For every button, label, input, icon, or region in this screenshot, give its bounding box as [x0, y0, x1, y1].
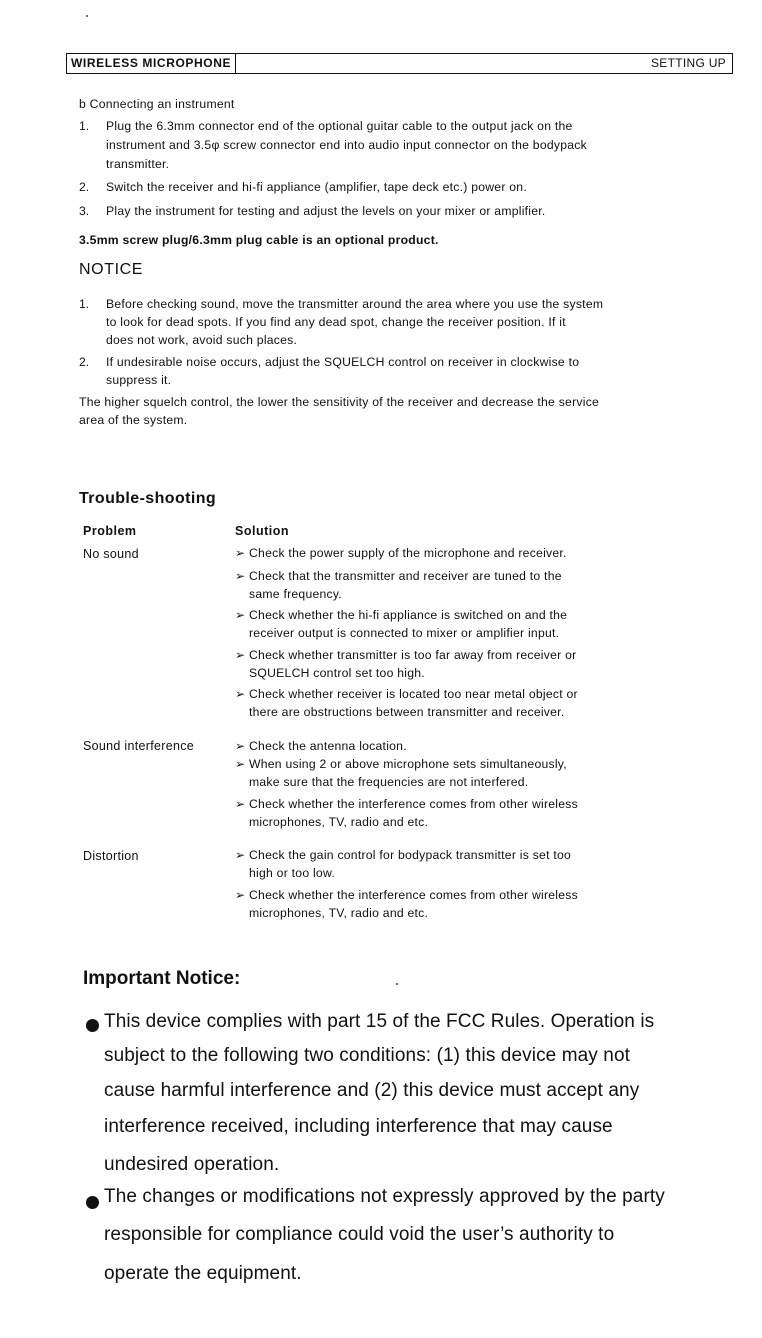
column-header-problem: Problem: [83, 524, 137, 538]
solution-text: high or too low.: [249, 865, 335, 880]
arrow-bullet-icon: ➢: [235, 687, 246, 701]
notice-2-line: suppress it.: [106, 373, 172, 387]
notice-title: NOTICE: [79, 261, 144, 278]
solution-item: [235, 756, 665, 791]
arrow-bullet-icon: ➢: [235, 608, 246, 622]
bullet-dot-icon: [86, 1196, 99, 1209]
solution-item: [235, 568, 665, 603]
step-number: 3.: [79, 204, 90, 218]
solution-text: SQUELCH control set too high.: [249, 665, 425, 680]
notice-1-line: to look for dead spots. If you find any dead spot, change the receiver position. If it: [106, 315, 566, 329]
notice-number: 1.: [79, 297, 90, 311]
arrow-bullet-icon: ➢: [235, 739, 246, 753]
header-title: WIRELESS MICROPHONE: [67, 54, 236, 73]
step-3-line: Play the instrument for testing and adjust the levels on your mixer or amplifier.: [106, 204, 546, 218]
solution-text: When using 2 or above microphone sets simultaneously,: [249, 757, 567, 771]
step-1-line: Plug the 6.3mm connector end of the optional guitar cable to the output jack on the: [106, 119, 573, 133]
fcc-line: This device complies with part 15 of the FCC Rules. Operation is: [104, 1011, 655, 1032]
step-2-line: Switch the receiver and hi-fi appliance (amplifier, tape deck etc.) power on.: [106, 180, 527, 194]
solution-text: Check the power supply of the microphone and receiver.: [249, 546, 567, 560]
modification-line: operate the equipment.: [104, 1263, 302, 1284]
arrow-bullet-icon: ➢: [235, 797, 246, 811]
solution-text: receiver output is connected to mixer or amplifier input.: [249, 625, 560, 640]
solution-item: [235, 545, 665, 563]
notice-number: 2.: [79, 355, 90, 369]
notice-footer-line: The higher squelch control, the lower the sensitivity of the receiver and decrease the service: [79, 395, 600, 409]
arrow-bullet-icon: ➢: [235, 888, 246, 902]
arrow-bullet-icon: ➢: [235, 648, 246, 662]
step-number: 2.: [79, 180, 90, 194]
solution-item: [235, 847, 665, 882]
solution-text: Check whether the interference comes from other wireless: [249, 797, 578, 811]
scan-speck: [86, 15, 88, 17]
optional-note: 3.5mm screw plug/6.3mm plug cable is an optional product.: [79, 233, 439, 247]
bullet-dot-icon: [86, 1019, 99, 1032]
fcc-line: interference received, including interference that may cause: [104, 1116, 613, 1137]
solution-item: [235, 796, 665, 831]
troubleshooting-title: Trouble-shooting: [79, 490, 217, 507]
problem-label: No sound: [83, 547, 139, 561]
notice-footer-line: area of the system.: [79, 413, 188, 427]
fcc-line: cause harmful interference and (2) this device must accept any: [104, 1080, 640, 1101]
arrow-bullet-icon: ➢: [235, 569, 246, 583]
solution-text: make sure that the frequencies are not interfered.: [249, 774, 529, 789]
solution-text: Check the gain control for bodypack transmitter is set too: [249, 848, 572, 862]
problem-label: Sound interference: [83, 739, 195, 753]
notice-2-line: If undesirable noise occurs, adjust the SQUELCH control on receiver in clockwise to: [106, 355, 580, 369]
section-b-title: b Connecting an instrument: [79, 97, 235, 111]
step-1-line: transmitter.: [106, 157, 170, 171]
notice-1-line: does not work, avoid such places.: [106, 333, 298, 347]
solution-text: microphones, TV, radio and etc.: [249, 905, 429, 920]
solution-text: Check whether the hi-fi appliance is switched on and the: [249, 608, 568, 622]
solution-text: Check that the transmitter and receiver are tuned to the: [249, 569, 562, 583]
solution-text: Check the antenna location.: [249, 739, 407, 753]
solution-item: [235, 647, 665, 682]
scan-speck: [396, 983, 398, 985]
step-1-line: instrument and 3.5φ screw connector end into audio input connector on the bodypack: [106, 138, 587, 152]
solution-text: there are obstructions between transmitter and receiver.: [249, 704, 565, 719]
problem-label: Distortion: [83, 849, 139, 863]
important-notice-title: Important Notice:: [83, 968, 241, 989]
notice-1-line: Before checking sound, move the transmitter around the area where you use the system: [106, 297, 604, 311]
fcc-line: undesired operation.: [104, 1154, 280, 1175]
modification-line: responsible for compliance could void the user’s authority to: [104, 1224, 615, 1245]
step-number: 1.: [79, 119, 90, 133]
column-header-solution: Solution: [235, 524, 289, 538]
solution-item: [235, 607, 665, 642]
solution-item: [235, 887, 665, 922]
arrow-bullet-icon: ➢: [235, 546, 246, 560]
solution-item: [235, 686, 665, 721]
solution-text: Check whether transmitter is too far away from receiver or: [249, 648, 577, 662]
arrow-bullet-icon: ➢: [235, 848, 246, 862]
page-header: [66, 53, 733, 74]
solution-text: same frequency.: [249, 586, 342, 601]
header-section: SETTING UP: [650, 56, 726, 70]
arrow-bullet-icon: ➢: [235, 757, 246, 771]
solution-text: Check whether receiver is located too near metal object or: [249, 687, 578, 701]
modification-line: The changes or modifications not expressly approved by the party: [104, 1186, 665, 1207]
solution-text: microphones, TV, radio and etc.: [249, 814, 429, 829]
solution-text: Check whether the interference comes from other wireless: [249, 888, 578, 902]
solution-item: [235, 738, 665, 756]
fcc-line: subject to the following two conditions: (1) this device may not: [104, 1045, 630, 1066]
